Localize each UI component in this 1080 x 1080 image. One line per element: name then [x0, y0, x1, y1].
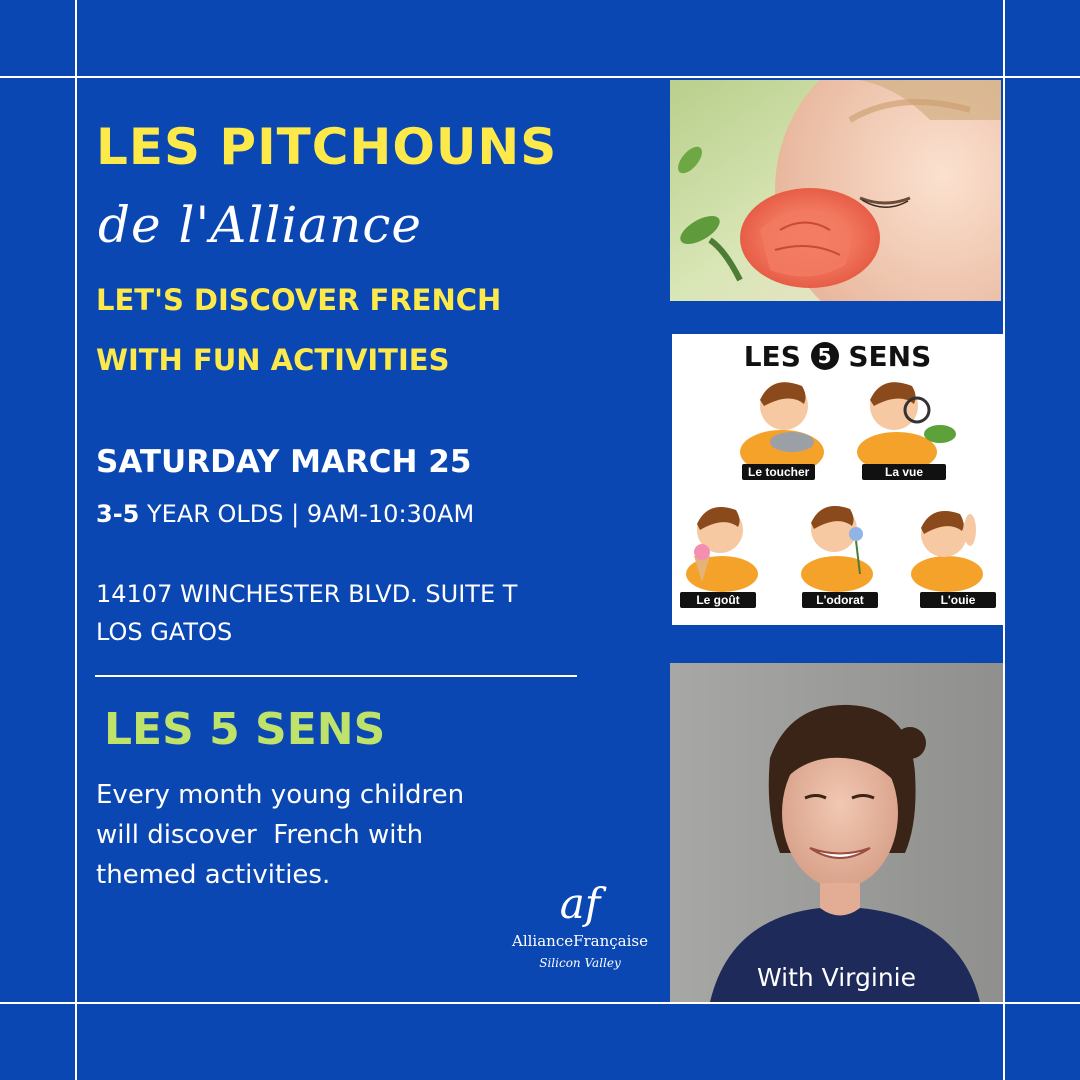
description-line-1: Every month young children: [96, 780, 465, 810]
senses-illustrations: [672, 334, 1003, 625]
event-ages-time: [96, 500, 474, 528]
sense-label-sight: La vue: [862, 464, 946, 480]
rose-photo-illustration: [670, 80, 1001, 301]
theme-title: LES 5 SENS: [104, 704, 386, 755]
bottom-frame-line: [0, 1002, 1080, 1004]
logo-mark: af: [559, 879, 601, 928]
child-smelling-rose-photo: [670, 80, 1001, 301]
address-line-1: 14107 WINCHESTER BLVD. SUITE T: [96, 580, 518, 608]
logo-location: Silicon Valley: [539, 956, 621, 970]
boy-smell-illustration: [801, 506, 873, 592]
senses-title-left: LES: [743, 340, 801, 373]
boy-hearing-illustration: [911, 511, 983, 592]
five-senses-card: [672, 334, 1003, 625]
sense-label-touch: Le toucher: [742, 464, 815, 480]
sense-label-hearing: L'ouie: [920, 592, 996, 608]
logo-name: AllianceFrançaise: [511, 932, 648, 950]
top-frame-line: [0, 76, 1080, 78]
section-divider: [95, 675, 577, 677]
event-date: SATURDAY MARCH 25: [96, 444, 472, 480]
senses-title-right: SENS: [848, 340, 932, 373]
left-frame-line: [75, 0, 77, 1080]
sense-label-taste: Le goût: [680, 592, 756, 608]
boy-touch-illustration: [740, 382, 824, 474]
address-line-2: LOS GATOS: [96, 618, 233, 646]
teacher-caption: With Virginie: [756, 963, 917, 992]
boy-sight-illustration: [857, 382, 956, 472]
senses-number-badge: 5: [811, 342, 839, 370]
teacher-photo: [670, 663, 1003, 1002]
page-subtitle: de l'Alliance: [98, 196, 422, 254]
sense-label-smell: L'odorat: [802, 592, 878, 608]
right-frame-line: [1003, 0, 1005, 1080]
teacher-portrait-illustration: [670, 663, 1003, 1002]
boy-taste-illustration: [686, 507, 758, 592]
page-title: LES PITCHOUNS: [96, 118, 558, 176]
tagline-line-2: WITH FUN ACTIVITIES: [96, 343, 450, 377]
ages-range: 3-5: [96, 500, 140, 528]
alliance-francaise-logo: [500, 879, 660, 970]
tagline-line-1: LET'S DISCOVER FRENCH: [96, 283, 502, 317]
description-line-3: themed activities.: [96, 860, 331, 890]
ages-time-text: YEAR OLDS | 9AM-10:30AM: [139, 500, 475, 528]
description-line-2: will discover French with: [96, 820, 424, 850]
